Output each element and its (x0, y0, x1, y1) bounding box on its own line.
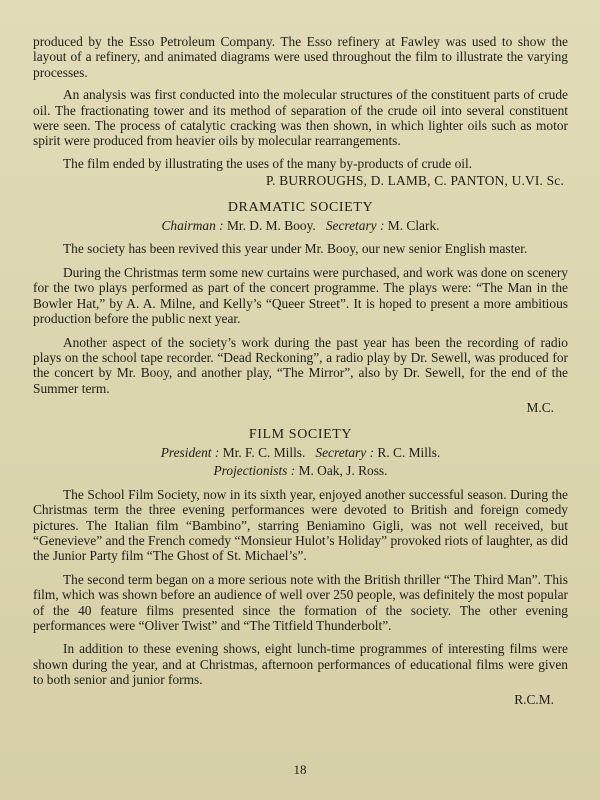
film-society-heading: FILM SOCIETY (248, 426, 353, 442)
intro-paragraph-1: produced by the Esso Petroleum Company. The Esso refinery at Fawley was used to show the layout of a refinery, and animated diagrams were used throughout the film to illustrate the varying processes. (33, 34, 568, 80)
dramatic-society-heading: DRAMATIC SOCIETY (227, 199, 374, 215)
president-name: Mr. F. C. Mills. (222, 444, 306, 460)
intro-paragraph-2: An analysis was first conducted into the molecular structures of the constituent parts of crude oil. The fractionating tower and its method of separation of the crude oil into several constituent were seen. The process of catalytic cracking was then shown, in which lighter oils such as motor spirit were produced from heavier oils by molecular rearrangements. (33, 87, 568, 149)
projectionists-names: M. Oak, J. Ross. (298, 463, 388, 479)
dramatic-paragraph-2: During the Christmas term some new curtains were purchased, and work was done on scenery for the two plays performed as part of the concert programme. The plays were: “The Man in the Bowler Hat,” by A. A. Milne, and Kelly’s “Queer Street”. It is hoped to present a more ambitious production before the public next year. (33, 264, 568, 327)
projectionists-label: Projectionists : (213, 463, 296, 479)
dramatic-society-section (33, 200, 568, 416)
film-signature: R.C.M. (514, 691, 554, 707)
film-paragraph-3: In addition to these evening shows, eight lunch-time programmes of interesting films were shown during the year, and at Christmas, afternoon performances of educational films were given to both senior and junior forms. (33, 641, 568, 688)
film-paragraph-1: The School Film Society, now in its sixth year, enjoyed another successful season. During the Christmas term the three evening performances were devoted to British and foreign comedy pictures. The Italian film “Bambino”, starring Beniamino Gigli, was not well received, but “Genevieve” and the French comedy “Monsieur Hulot’s Holiday” provoked riots of laughter, as did the Junior Party film “The Ghost of St. Michael’s”. (33, 486, 568, 564)
film-society-officers (33, 445, 568, 460)
projectionists-line (33, 463, 568, 478)
dramatic-signature: M.C. (526, 400, 554, 416)
chairman-name: Mr. D. M. Booy. (226, 218, 316, 234)
film-secretary-name: R. C. Mills. (377, 444, 441, 460)
film-society-section (33, 427, 568, 708)
dramatic-paragraph-1: The society has been revived this year under Mr. Booy, our new senior English master. (63, 241, 528, 257)
film-secretary-label: Secretary : (315, 444, 375, 460)
intro-paragraph-3: The film ended by illustrating the uses of the many by-products of crude oil. (63, 155, 473, 171)
film-paragraph-2: The second term began on a more serious note with the British thriller “The Third Man”. This film, which was shown before an audience of well over 250 people, was definitely the most popular of the 40 feature films presented since the formation of the society. The other evening performances were “Oliver Twist” and “The Titfield Thunderbolt”. (33, 571, 568, 633)
chairman-label: Chairman : (161, 218, 224, 234)
president-label: President : (160, 444, 220, 460)
dramatic-paragraph-3: Another aspect of the society’s work during the past year has been the recording of radio plays on the school tape recorder. “Dead Reckoning”, a radio play by Dr. Sewell, was produced for the concert by Mr. Booy, and another play, “The Mirror”, also by Dr. Sewell, for the end of the Summer term. (33, 334, 568, 396)
secretary-name: M. Clark. (387, 218, 440, 234)
intro-byline: P. BURROUGHS, D. LAMB, C. PANTON, U.VI. Sc. (265, 173, 564, 189)
intro-section (33, 34, 568, 189)
secretary-label: Secretary : (325, 218, 385, 234)
page-number: 18 (293, 762, 307, 777)
dramatic-society-officers (33, 218, 568, 233)
